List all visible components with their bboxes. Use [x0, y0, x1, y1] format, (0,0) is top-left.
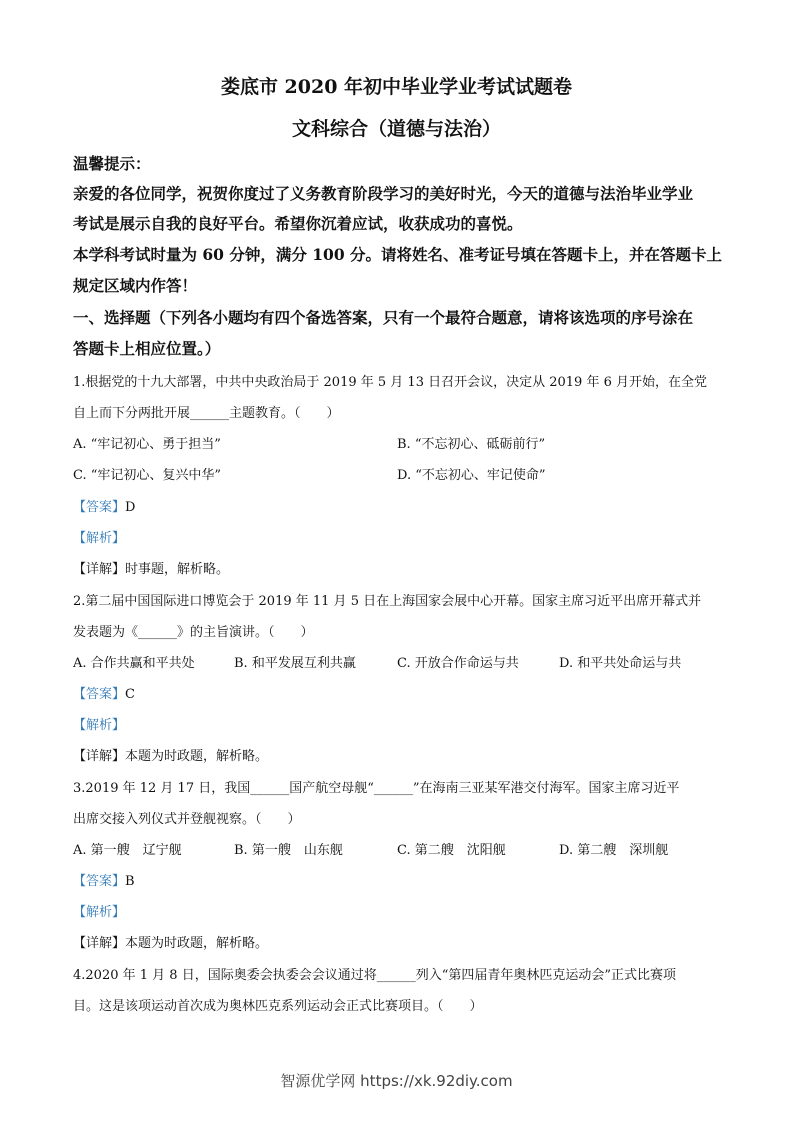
q1-detail: [73, 558, 229, 577]
answer-tag: 【答案】: [73, 874, 126, 889]
q2-analysis-tag: 【解析】: [73, 718, 126, 733]
detail-tag: 【详解】: [73, 936, 126, 951]
section-heading-line-2: 答题卡上相应位置。）: [73, 339, 221, 358]
q2-option-b: B. 和平发展互利共赢: [234, 656, 356, 671]
q2-option-a: A. 合作共赢和平共处: [73, 656, 195, 671]
q1-stem-line-2: 自上而下分两批开展______主题教育。（ ）: [73, 406, 340, 421]
q3-stem-line-2: 出席交接入列仪式并登舰视察。（ ）: [73, 812, 301, 827]
q1-option-c: C. “牢记初心、复兴中华”: [73, 468, 222, 483]
detail-text: 时事题，解析略。: [125, 562, 230, 577]
footer-watermark: 智源优学网 https://xk.92diy.com: [280, 1072, 513, 1090]
q3-option-b: B. 第一艘 山东舰: [234, 843, 343, 858]
q3-detail: [73, 932, 268, 951]
q3-answer: [73, 870, 135, 889]
intro-line-4: 规定区域内作答！: [73, 276, 198, 295]
detail-text: 本题为时政题，解析略。: [125, 936, 269, 951]
answer-value: C: [125, 687, 135, 702]
q4-stem-line-1: 4.2020 年 1 月 8 日，国际奥委会执委会会议通过将______列入“第四届青年奥林匹克运动会”正式比赛项: [73, 968, 676, 983]
q1-answer: [73, 496, 135, 515]
tip-label: 温馨提示：: [73, 154, 151, 173]
q3-stem-line-1: 3.2019 年 12 月 17 日，我国______国产航空母舰“______”在海南三亚某军港交付海军。国家主席习近平: [73, 781, 680, 796]
q1-option-b: B. “不忘初心、砥砺前行”: [397, 437, 546, 452]
q2-detail: [73, 745, 268, 764]
q3-analysis-tag: 【解析】: [73, 905, 126, 920]
page-subtitle: 文科综合（道德与法治）: [291, 118, 501, 140]
answer-value: D: [125, 500, 136, 515]
q3-option-c: C. 第二艘 沈阳舰: [397, 843, 506, 858]
q1-analysis-tag: 【解析】: [73, 531, 126, 546]
detail-tag: 【详解】: [73, 749, 126, 764]
q1-stem-line-1: 1.根据党的十九大部署，中共中央政治局于 2019 年 5 月 13 日召开会议，决定从 2019 年 6 月开始，在全党: [73, 375, 707, 390]
answer-tag: 【答案】: [73, 687, 126, 702]
answer-tag: 【答案】: [73, 500, 126, 515]
q2-stem-line-1: 2.第二届中国国际进口博览会于 2019 年 11 月 5 日在上海国家会展中心开幕。国家主席习近平出席开幕式并: [73, 594, 702, 609]
q2-option-d: D. 和平共处命运与共: [559, 656, 682, 671]
q4-stem-line-2: 目。这是该项运动首次成为奥林匹克系列运动会正式比赛项目。（ ）: [73, 999, 483, 1014]
section-heading-line-1: 一、选择题（下列各小题均有四个备选答案，只有一个最符合题意，请将该选项的序号涂在: [73, 308, 694, 327]
answer-value: B: [125, 874, 135, 889]
q3-option-d: D. 第二艘 深圳舰: [559, 843, 669, 858]
q1-option-d: D. “不忘初心、牢记使命”: [397, 468, 546, 483]
intro-line-3: 本学科考试时量为 60 分钟，满分 100 分。请将姓名、准考证号填在答题卡上，并在答题卡上: [73, 245, 723, 264]
page-title: 娄底市 2020 年初中毕业学业考试试题卷: [220, 76, 573, 98]
detail-tag: 【详解】: [73, 562, 126, 577]
q2-stem-line-2: 发表题为《______》的主旨演讲。（ ）: [73, 625, 314, 640]
q3-option-a: A. 第一艘 辽宁舰: [73, 843, 182, 858]
q2-answer: [73, 683, 135, 702]
q2-option-c: C. 开放合作命运与共: [397, 656, 519, 671]
q1-option-a: A. “牢记初心、勇于担当”: [73, 437, 221, 452]
intro-line-1: 亲爱的各位同学，祝贺你度过了义务教育阶段学习的美好时光，今天的道德与法治毕业学业: [73, 184, 694, 203]
detail-text: 本题为时政题，解析略。: [125, 749, 269, 764]
intro-line-2: 考试是展示自我的良好平台。希望你沉着应试，收获成功的喜悦。: [73, 214, 523, 233]
